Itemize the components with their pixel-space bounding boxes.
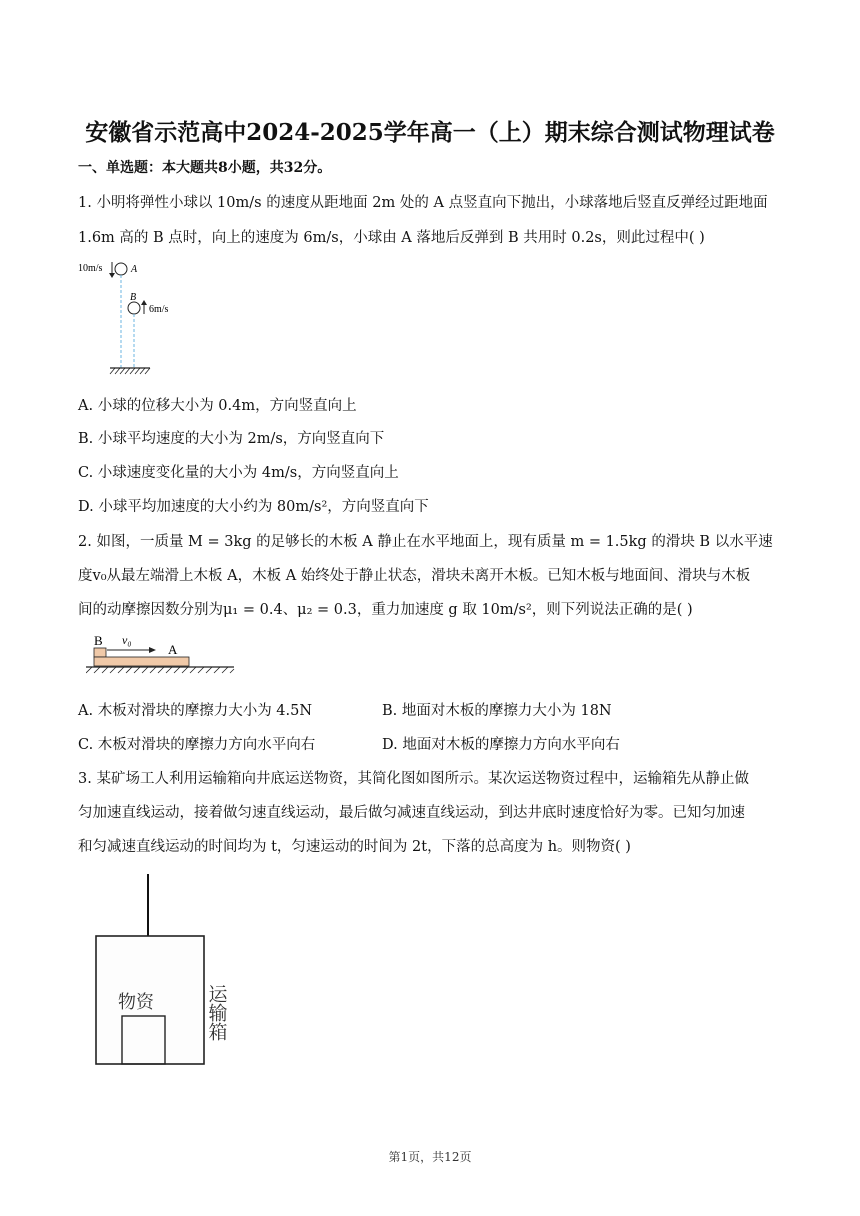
q2-text-line2: 度v₀从最左端滑上木板 A，木板 A 始终处于静止状态，滑块未离开木板。已知木板与地面间、滑块与木板 [78,568,751,584]
q1-option-c: C. 小球速度变化量的大小为 4m/s，方向竖直向上 [78,465,399,481]
q2-option-a: A. 木板对滑块的摩擦力大小为 4.5N [78,703,313,719]
q2-option-b: B. 地面对木板的摩擦力大小为 18N [382,703,612,719]
q2-fig-label-v: v₀ [122,633,132,647]
q2-option-d: D. 地面对木板的摩擦力方向水平向右 [382,737,620,753]
q1-option-d: D. 小球平均加速度的大小约为 80m/s²，方向竖直向下 [78,499,429,515]
q2-figure [86,630,246,680]
q2-option-c: C. 木板对滑块的摩擦力方向水平向右 [78,737,316,753]
q1-fig-speed-b: 6m/s [149,304,169,315]
q1-text-line2: 1.6m 高的 B 点时，向上的速度为 6m/s，小球由 A 落地后反弹到 B 共用时 0.2s，则此过程中( ) [78,230,705,246]
q1-fig-label-a: A [131,264,138,275]
q3-text-line2: 匀加速直线运动，接着做匀速直线运动，最后做匀减速直线运动，到达井底时速度恰好为零。已知匀加速 [78,805,745,821]
page-footer: 第1页，共12页 [388,1150,472,1164]
q3-fig-box-label: 运输箱 [205,984,227,1041]
q1-fig-speed-a: 10m/s [78,263,103,274]
q1-option-a: A. 小球的位移大小为 0.4m，方向竖直向上 [78,398,357,414]
q2-fig-block-b [94,648,106,657]
q3-figure [84,868,254,1068]
q3-text-line1: 3. 某矿场工人利用运输箱向井底运送物资，其简化图如图所示。某次运送物资过程中，运输箱先从静止做 [78,771,749,787]
exam-title: 安徽省示范高中2024-2025学年高一（上）期末综合测试物理试卷 [85,119,775,146]
q2-text-line3: 间的动摩擦因数分别为μ₁ = 0.4、μ₂ = 0.3，重力加速度 g 取 10m/s²，则下列说法正确的是( ) [78,602,693,618]
q2-fig-label-b: B [94,633,103,648]
q3-fig-cargo-label: 物资 [118,992,154,1012]
q2-fig-label-a: A [168,642,178,657]
q1-option-b: B. 小球平均速度的大小为 2m/s，方向竖直向下 [78,431,385,447]
q2-text-line1: 2. 如图，一质量 M = 3kg 的足够长的木板 A 静止在水平地面上，现有质量 m = 1.5kg 的滑块 B 以水平速 [78,534,773,550]
section-heading: 一、单选题：本大题共8小题，共32分。 [78,160,332,176]
q2-fig-board-a [94,657,189,666]
q1-text-line1: 1. 小明将弹性小球以 10m/s 的速度从距地面 2m 处的 A 点竖直向下抛出，小球落地后竖直反弹经过距地面 [78,195,768,211]
q1-figure [78,256,188,378]
q3-text-line3: 和匀减速直线运动的时间均为 t，匀速运动的时间为 2t，下落的总高度为 h。则物资( ) [78,839,631,855]
q1-fig-label-b: B [130,292,137,303]
